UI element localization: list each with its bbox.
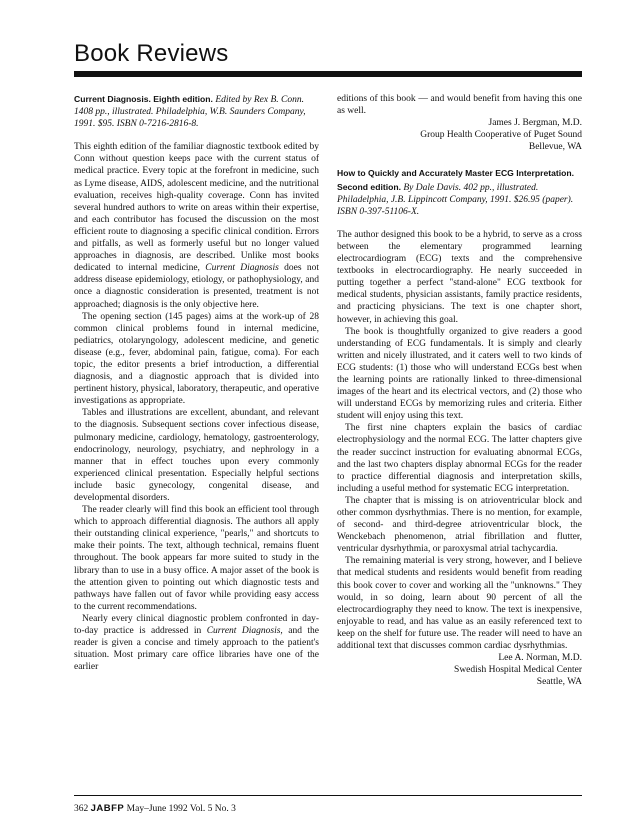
review2-paragraph-2: The book is thoughtfully organized to give readers a good understanding of ECG fundamentals. It is simply and clearly written and nicely illustrated, and it caters well to two kinds of ECG students: (1) those who will understand ECGs best when the learning points are rationally linked to three-dimensional images of the heart and its electrical vectors, and (2) those who will understand ECGs by memorizing rules and criteria. Either student will enjoy using this text.: [337, 326, 582, 422]
review2-paragraph-3: The first nine chapters explain the basics of cardiac electrophysiology and the normal ECG. The latter chapters give the reader succinct instruction for evaluating abnormal ECGs, and the last two chapters display abnormal ECGs for the reader to practice differential diagnosis and interpretation skills, including a useful method for systematic ECG interpretation.: [337, 423, 582, 494]
review1-reviewer-location: Bellevue, WA: [528, 142, 582, 153]
review2-paragraph-1: The author designed this book to be a hybrid, to serve as a cross between the elementary programmed learning electrocardiogram (ECG) texts and the comprehensive textbooks in electrocardiography. He nearly succeeded in putting together a perfect "stand-alone" ECG textbook for medical students, physician assistants, family practice residents, and practicing physicians. The text is one chapter short, however, in achieving this goal.: [337, 229, 582, 325]
section-title: Book Reviews: [74, 40, 229, 67]
review1-book-meta: Edited by Rex B. Conn. 1408 pp., illustrated. Philadelphia, W.B. Saunders Company, 1991. $95. ISBN 0-7216-2816-8.: [74, 95, 306, 130]
review2-paragraph-4: The chapter that is missing is on atrioventricular block and other common dysrhythmias. There is no mention, for example, of second- and third-degree atrioventricular block, the Wenckebach phenomenon, atrial fibrillation and flutter, ventricular dysrhythmia, or paroxysmal atrial tachycardia.: [337, 495, 582, 555]
review2-citation: [337, 167, 582, 217]
page-number: 362: [74, 804, 89, 814]
issue-date: May–June 1992: [126, 804, 188, 814]
review1-p5-text-b: , and the reader is given a concise and timely approach to the patient's situation. Most primary care office libraries have one of the earlier: [74, 626, 319, 673]
review1-reviewer-org: Group Health Cooperative of Puget Sound: [420, 130, 582, 141]
journal-name: JABFP: [90, 803, 125, 814]
review1-paragraph-6: editions of this book — and would benefit from having this one as well.: [337, 94, 582, 117]
review1-book-title: Current Diagnosis. Eighth edition.: [74, 94, 213, 104]
review2-book-title: How to Quickly and Accurately Master ECG Interpretation. Second edition.: [337, 168, 575, 192]
left-column: [74, 93, 319, 673]
review1-p1-text-b: does not address disease epidemiology, etiology, or pathophysiology, and once a diagnostic consideration is presented, treatment is not approached; diagnosis is the only objective here.: [74, 263, 319, 310]
page-footer: [74, 803, 236, 814]
review2-reviewer-org: Swedish Hospital Medical Center: [454, 665, 582, 676]
review2-paragraph-5: The remaining material is very strong, however, and I believe that medical students and residents would benefit from reading this book cover to cover and working all the "unknowns." They would, in so doing, learn about 90 percent of all the electrocardiography they need to know. The text is inexpensive, enjoyable to read, and has value as an easily referenced text to keep on the shelf for future use. The reader will need to have an additional text that discusses common cardiac dysrhythmias.: [337, 556, 582, 652]
review1-reviewer-name: James J. Bergman, M.D.: [488, 118, 582, 129]
right-column: [337, 93, 582, 702]
review1-paragraph-5: [74, 613, 319, 673]
footer-rule: [74, 795, 582, 796]
header-rule: [74, 71, 582, 77]
review1-signature: [337, 117, 582, 153]
review1-p1-book-ref: Current Diagnosis: [205, 263, 279, 274]
review1-p1-text-a: This eighth edition of the familiar diagnostic textbook edited by Conn without question keeps pace with the current status of medical practice. Every topic at the forefront in medicine, such as Lyme disease, AIDS, adolescent medicine, and the nutritional evaluation, receives high-quality coverage. Conn has invited several hundred authors to write on areas within their expertise, and each contributor has focused the discussion on the most efficient route to diagnosing a specific clinical condition. Errors and pitfalls, as well as formerly useful but no longer valued approaches in diagnosis, are described. Unlike most books dedicated to internal medicine,: [74, 142, 319, 274]
review2-book-meta: By Dale Davis. 402 pp., illustrated. Philadelphia, J.B. Lippincott Company, 1991. $26.95 (paper). ISBN 0-397-51106-X.: [337, 182, 574, 217]
review2-reviewer-name: Lee A. Norman, M.D.: [498, 653, 582, 664]
review1-paragraph-3: Tables and illustrations are excellent, abundant, and relevant to the diagnosis. Subsequent sections cover infectious disease, pulmonary medicine, cardiology, hematology, gastroenterology, endocrinology, neurology, psychiatry, and nephrology in a manner that in effect touches upon every commonly experienced clinical presentation. Especially helpful sections include basic gynecology, congenital disease, and developmental disorders.: [74, 408, 319, 503]
review1-p5-text-a: Nearly every clinical diagnostic problem confronted in day-to-day practice is addressed in: [74, 613, 319, 637]
review1-citation: [74, 93, 319, 130]
review1-paragraph-2: The opening section (145 pages) aims at the work-up of 28 common clinical problems found in internal medicine, pediatrics, otolaryngology, adolescent medicine, and genetic disease (e.g., fever, abdominal pain, fatigue, coma). For each topic, the editor presents a brief introduction, a differential diagnosis, and a diagnostic approach that is divided into pertinent history, physical, laboratory, therapeutic, and operative investigations as appropriate.: [74, 311, 319, 407]
volume-number: Vol. 5 No. 3: [189, 804, 236, 814]
review1-p5-book-ref: Current Diagnosis: [206, 626, 281, 637]
review2-signature: [337, 652, 582, 688]
review1-paragraph-1: [74, 141, 319, 310]
review1-paragraph-4: The reader clearly will find this book an efficient tool through which to approach differential diagnosis. The authors all apply their outstanding clinical experience, "pearls," and shortcuts to make their points. The text, although technical, remains fluent throughout. The book appears far more suited to study in the library than to use in a busy office. A major asset of the book is the attention given to pointing out which diagnostic tests and pathways have fallen out of favor while providing easy access to the current recommendations.: [74, 505, 319, 612]
review2-reviewer-location: Seattle, WA: [536, 677, 582, 688]
